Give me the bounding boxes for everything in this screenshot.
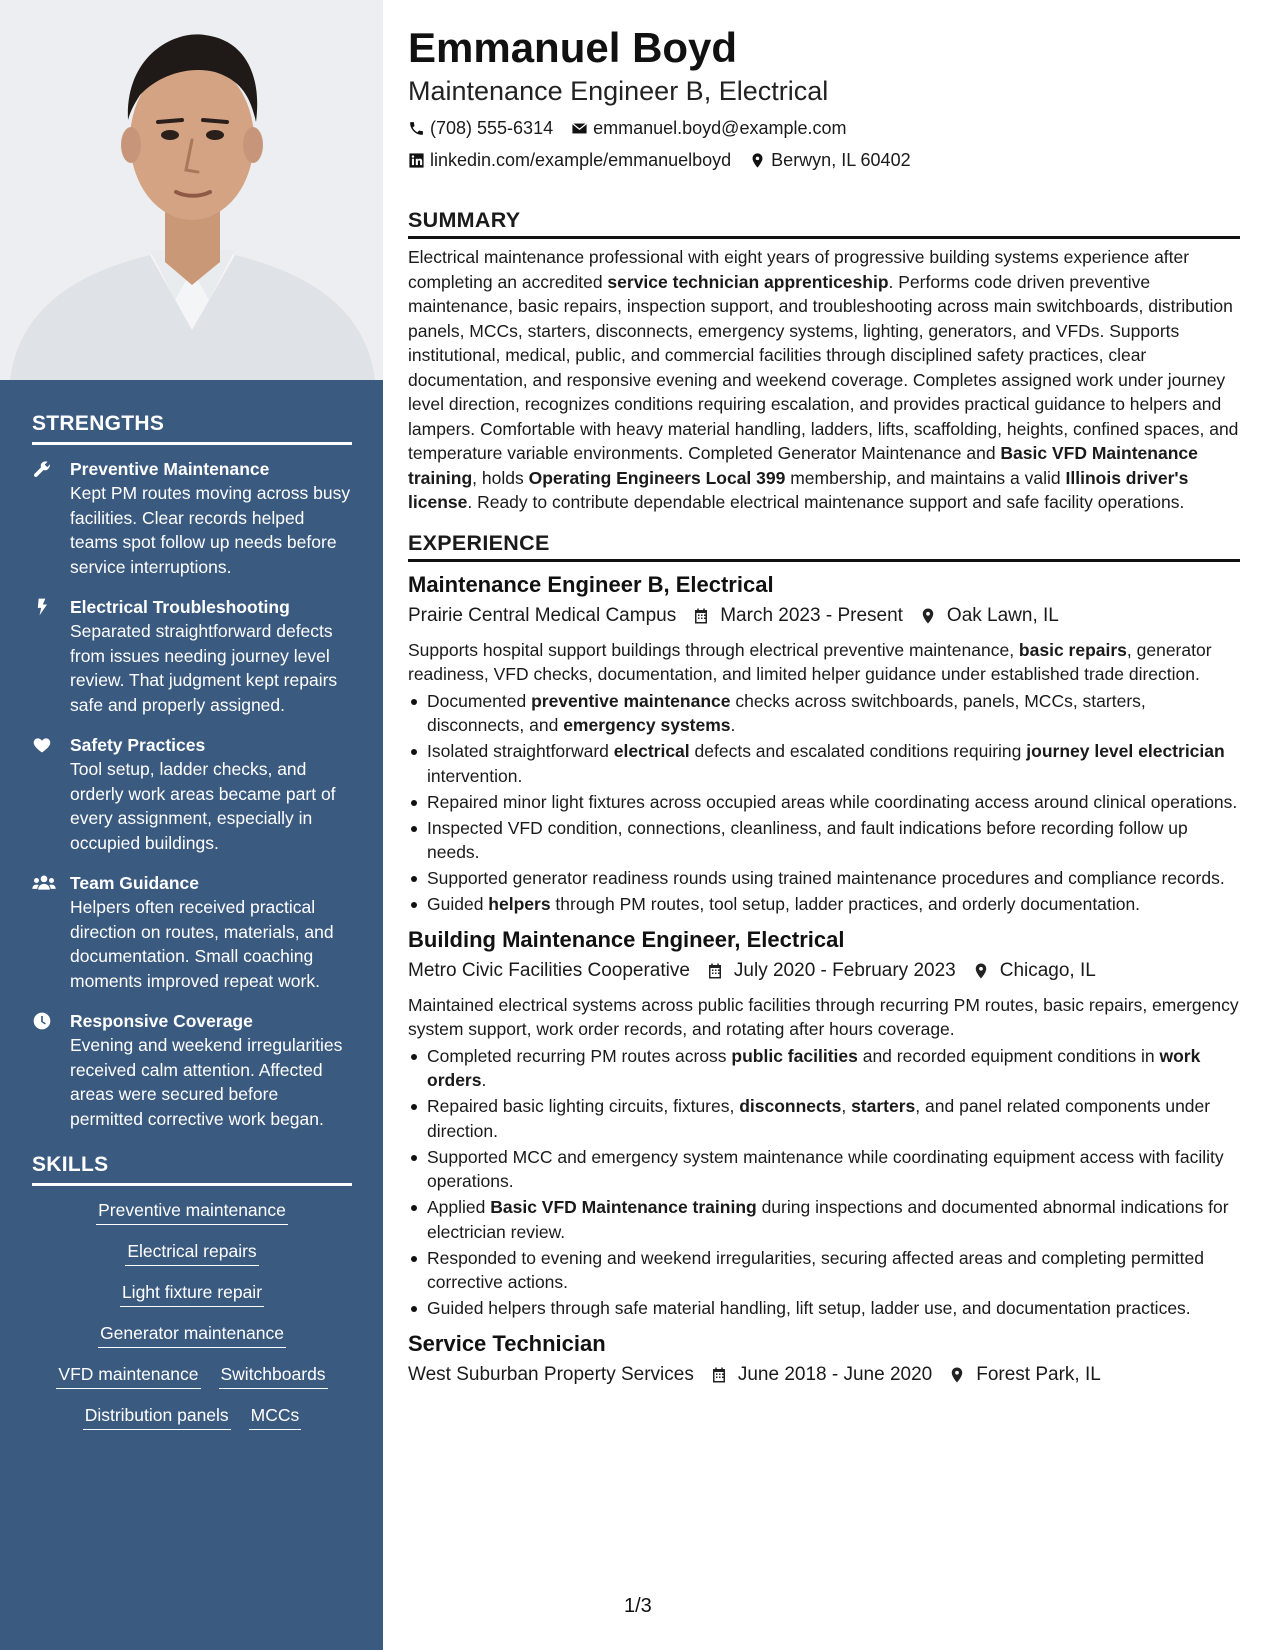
job-entry — [408, 570, 1240, 917]
skill-tag: MCCs — [249, 1403, 302, 1430]
job-company: Prairie Central Medical Campus — [408, 604, 677, 626]
job-location — [948, 1359, 1101, 1391]
portrait-illustration — [0, 0, 383, 380]
linkedin-icon — [408, 152, 425, 169]
bolt-icon — [32, 595, 70, 717]
skill-tag: Light fixture repair — [120, 1280, 264, 1307]
strength-item — [32, 1009, 352, 1131]
bullet-item: Guided helpers through safe material handling, lift setup, ladder use, and documentation practices. — [408, 1296, 1240, 1321]
map-pin-icon — [972, 962, 990, 980]
job-dates-text: July 2020 - February 2023 — [733, 959, 956, 981]
bullet-item: Supported MCC and emergency system maintenance while coordinating equipment access with facility operations. — [408, 1145, 1240, 1194]
strength-desc: Kept PM routes moving across busy facilities. Clear records helped teams spot follow up needs before service interruptions. — [70, 483, 351, 577]
job-company: Metro Civic Facilities Cooperative — [408, 959, 690, 981]
job-location — [919, 600, 1059, 632]
strength-item — [32, 595, 352, 717]
strength-title: Electrical Troubleshooting — [70, 597, 290, 617]
job-role: Maintenance Engineer B, Electrical — [408, 571, 774, 597]
users-icon — [32, 871, 70, 993]
strength-item — [32, 457, 352, 579]
linkedin-text: linkedin.com/example/emmanuelboyd — [430, 150, 732, 170]
strength-desc: Evening and weekend irregularities received calm attention. Affected areas were secured before permitted corrective work began. — [70, 1035, 343, 1129]
skill-tag: Switchboards — [219, 1362, 328, 1389]
strengths-list — [32, 457, 352, 1131]
job-dates — [692, 600, 903, 632]
bullet-item: Guided helpers through PM routes, tool setup, ladder practices, and orderly documentation. — [408, 892, 1240, 917]
job-role: Service Technician — [408, 1330, 606, 1356]
summary-text: Electrical maintenance professional with eight years of progressive building systems experience after completing an accredited service technician apprenticeship. Performs code driven preventive maintenance, basic repairs, inspection support, and troubleshooting across main switchboards, distribution panels, MCCs, starters, disconnects, emergency systems, lighting, generators, and VFDs. Supports institutional, medical, public, and commercial facilities through disciplined safety practices, clear documentation, and responsive evening and weekend coverage. Completes assigned work under journey level direction, recognizes conditions requiring escalation, and provides practical guidance to helpers and lampers. Comfortable with heavy material handling, ladders, lifts, scaffolding, heights, confined spaces, and temperature variable environments. Completed Generator Maintenance and Basic VFD Maintenance training, holds Operating Engineers Local 399 membership, and maintains a valid Illinois driver's license. Ready to contribute dependable electrical maintenance support and safe facility operations. — [408, 247, 1239, 512]
bullet-item: Completed recurring PM routes across public facilities and recorded equipment conditions in work orders. — [408, 1044, 1240, 1093]
profile-photo — [0, 0, 383, 380]
bullet-item: Inspected VFD condition, connections, cleanliness, and fault indications before recording follow up needs. — [408, 816, 1240, 865]
job-location-text: Chicago, IL — [999, 959, 1096, 981]
strength-item — [32, 871, 352, 993]
contact-row — [408, 144, 1240, 176]
skill-tag: VFD maintenance — [56, 1362, 200, 1389]
job-dates — [710, 1359, 932, 1391]
summary-heading: SUMMARY — [408, 208, 1240, 239]
strength-desc: Tool setup, ladder checks, and orderly work areas became part of every assignment, especially in occupied buildings. — [70, 759, 336, 853]
job-location-text: Oak Lawn, IL — [946, 604, 1059, 626]
page-number: 1/3 — [624, 1595, 652, 1617]
contact-email[interactable] — [571, 112, 846, 144]
strengths-heading: STRENGTHS — [32, 412, 352, 445]
strength-item — [32, 733, 352, 855]
calendar-icon — [692, 607, 710, 625]
skill-tag: Preventive maintenance — [96, 1198, 288, 1225]
strength-title: Team Guidance — [70, 873, 200, 893]
experience-heading: EXPERIENCE — [408, 531, 1240, 562]
map-pin-icon — [919, 607, 937, 625]
strength-desc: Separated straightforward defects from issues needing journey level review. That judgment kept repairs safe and properly assigned. — [70, 621, 338, 715]
job-dates-text: June 2018 - June 2020 — [737, 1363, 933, 1385]
bullet-item: Applied Basic VFD Maintenance training during inspections and documented abnormal indications for electrician review. — [408, 1195, 1240, 1244]
phone-text: (708) 555-6314 — [430, 118, 554, 138]
clock-icon — [32, 1009, 70, 1131]
skill-tag: Electrical repairs — [125, 1239, 258, 1266]
skill-tag: Generator maintenance — [98, 1321, 286, 1348]
map-pin-icon — [948, 1366, 966, 1384]
job-location-text: Forest Park, IL — [976, 1363, 1101, 1385]
sidebar — [0, 0, 383, 1650]
email-text: emmanuel.boyd@example.com — [593, 118, 847, 138]
job-dates — [706, 955, 956, 987]
contact-linkedin[interactable] — [408, 144, 731, 176]
job-meta — [408, 955, 1240, 987]
job-description: Supports hospital support buildings through electrical preventive maintenance, basic repairs, generator readiness, VFD checks, documentation, and limited helper guidance under established trade direction. — [408, 639, 1212, 684]
strength-title: Responsive Coverage — [70, 1011, 253, 1031]
sidebar-content — [32, 412, 352, 1444]
bullet-item: Supported generator readiness rounds using trained maintenance procedures and compliance records. — [408, 866, 1240, 891]
strength-desc: Helpers often received practical direction on routes, materials, and documentation. Small coaching moments improved repeat work. — [70, 897, 334, 991]
job-bullets — [408, 689, 1240, 917]
phone-icon — [408, 120, 425, 137]
skills-list — [32, 1198, 352, 1444]
main-content — [408, 22, 1240, 1397]
calendar-icon — [710, 1366, 728, 1384]
job-dates-text: March 2023 - Present — [720, 604, 903, 626]
skill-tag: Distribution panels — [83, 1403, 231, 1430]
job-meta — [408, 600, 1240, 632]
strength-title: Safety Practices — [70, 735, 206, 755]
contact-row — [408, 112, 1240, 144]
bullet-item: Repaired basic lighting circuits, fixtures, disconnects, starters, and panel related components under direction. — [408, 1094, 1240, 1143]
job-location — [972, 955, 1096, 987]
map-pin-icon — [749, 152, 766, 169]
calendar-icon — [706, 962, 724, 980]
bullet-item: Repaired minor light fixtures across occupied areas while coordinating access around clinical operations. — [408, 790, 1240, 815]
skills-heading: SKILLS — [32, 1153, 352, 1186]
job-entry — [408, 1329, 1240, 1391]
contact-phone[interactable] — [408, 112, 553, 144]
candidate-name: Emmanuel Boyd — [408, 24, 738, 71]
job-bullets — [408, 1044, 1240, 1321]
job-meta — [408, 1359, 1240, 1391]
bullet-item: Isolated straightforward electrical defects and escalated conditions requiring journey level electrician intervention. — [408, 739, 1240, 788]
job-entry — [408, 925, 1240, 1321]
location-text: Berwyn, IL 60402 — [771, 150, 911, 170]
heart-icon — [32, 733, 70, 855]
contact-location — [749, 144, 910, 176]
bullet-item: Documented preventive maintenance checks across switchboards, panels, MCCs, starters, disconnects, and emergency systems. — [408, 689, 1240, 738]
job-role: Building Maintenance Engineer, Electrical — [408, 926, 845, 952]
candidate-title: Maintenance Engineer B, Electrical — [408, 76, 829, 106]
bullet-item: Responded to evening and weekend irregularities, securing affected areas and completing permitted corrective actions. — [408, 1246, 1240, 1295]
job-company: West Suburban Property Services — [408, 1363, 694, 1385]
wrench-icon — [32, 457, 70, 579]
strength-title: Preventive Maintenance — [70, 459, 270, 479]
envelope-icon — [571, 120, 588, 137]
job-description: Maintained electrical systems across public facilities through recurring PM routes, basic repairs, emergency system support, work order records, and rotating after hours coverage. — [408, 994, 1239, 1039]
